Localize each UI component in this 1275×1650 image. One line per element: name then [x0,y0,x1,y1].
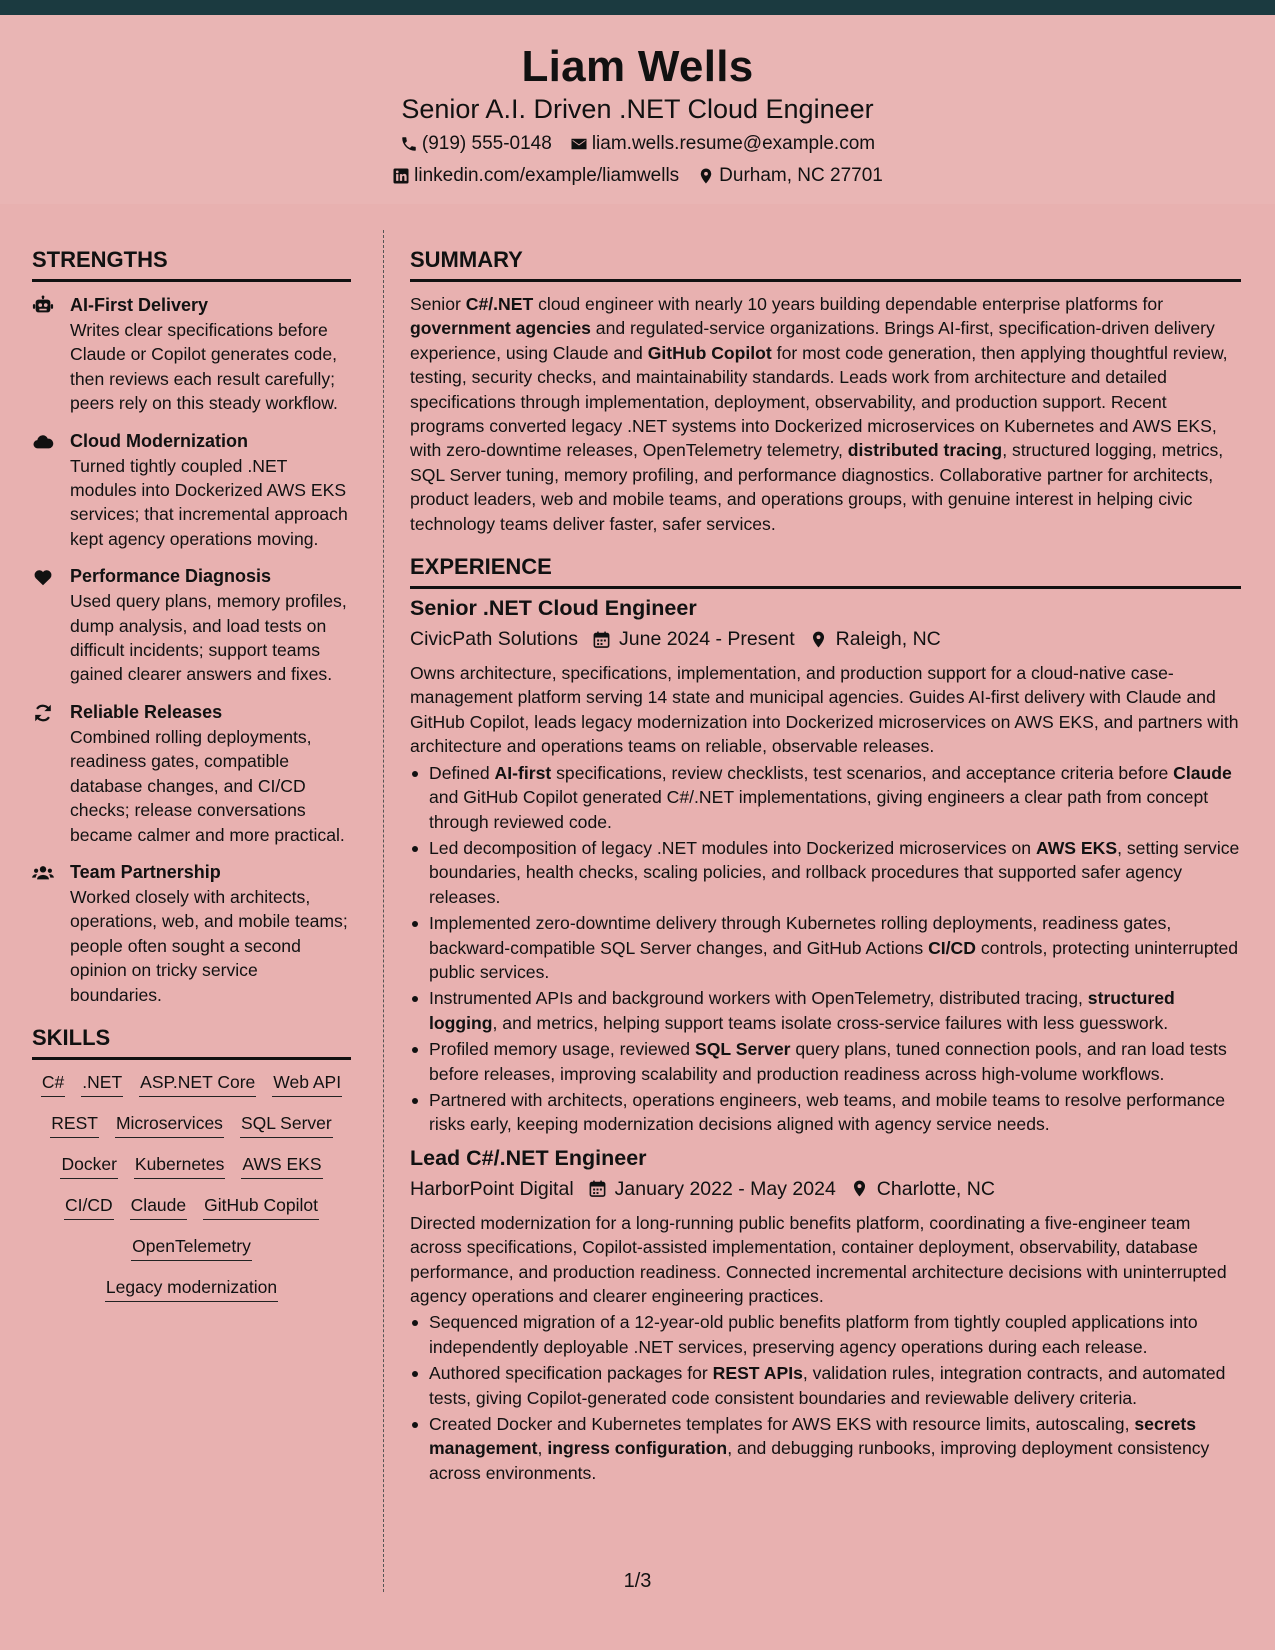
candidate-headline: Senior A.I. Driven .NET Cloud Engineer [401,94,874,125]
strength-item [32,292,351,416]
heart-icon [32,566,54,588]
linkedin-contact[interactable] [392,160,679,192]
job-bullet: Partnered with architects, operations engineers, web teams, and mobile teams to resolve performance risks early, keeping modernization decisions aligned with agency service needs. [410,1088,1241,1137]
job-bullet: Created Docker and Kubernetes templates for AWS EKS with resource limits, autoscaling, secrets management, ingress configuration, and debugging runbooks, improving deployment consistency across environments. [410,1412,1241,1485]
job-bullets [410,1310,1241,1485]
strength-title: Reliable Releases [70,701,223,722]
strength-item [32,859,351,1007]
skill-tag: GitHub Copilot [203,1193,319,1220]
candidate-name: Liam Wells [521,42,754,91]
contact-row-2 [0,160,1275,192]
job-entry [410,1143,1241,1485]
page-number: 1/3 [623,1570,652,1592]
users-icon [32,862,54,884]
location-contact [697,160,883,192]
strength-item [32,428,351,552]
job-bullet: Authored specification packages for REST APIs, validation rules, integration contracts, and automated tests, giving Copilot-generated code consistent boundaries and reviewable delivery criteria. [410,1361,1241,1410]
right-column [410,243,1241,1487]
email-text: liam.wells.resume@example.com [591,132,876,154]
map-pin-icon [809,630,828,649]
skill-tag: ASP.NET Core [139,1070,256,1097]
strength-item [32,563,351,687]
skill-tag: Claude [130,1193,187,1220]
skill-tag: CI/CD [64,1193,114,1220]
job-bullets [410,761,1241,1137]
job-company: HarborPoint Digital [410,1177,574,1200]
job-entry [410,593,1241,1137]
job-bullet: Profiled memory usage, reviewed SQL Server query plans, tuned connection pools, and ran load tests before releases, improving scalability and production readiness across high-volume workflows. [410,1037,1241,1086]
skill-tag: AWS EKS [241,1152,322,1179]
strength-title: Cloud Modernization [70,430,248,451]
strength-text: Used query plans, memory profiles, dump analysis, and load tests on difficult incidents; support teams gained clearer answers and fixes. [70,591,347,685]
skill-tag: Legacy modernization [105,1275,278,1302]
job-dates: January 2022 - May 2024 [614,1177,836,1200]
strength-text: Combined rolling deployments, readiness gates, compatible database changes, and CI/CD checks; release conversations became calmer and more practical. [70,726,345,845]
skill-row [32,1111,351,1138]
phone-contact[interactable] [400,128,552,160]
strength-text: Writes clear specifications before Claude or Copilot generates code, then reviews each result carefully; peers rely on this steady workflow. [70,320,338,414]
skills-heading: SKILLS [32,1021,351,1060]
left-column [32,243,351,1316]
skill-tag: Web API [272,1070,342,1097]
calendar-icon [588,1179,607,1198]
job-bullet: Instrumented APIs and background workers with OpenTelemetry, distributed tracing, structured logging, and metrics, helping support teams isolate cross-service failures with less guesswork. [410,986,1241,1035]
job-bullet: Implemented zero-downtime delivery through Kubernetes rolling deployments, readiness gates, backward-compatible SQL Server changes, and GitHub Actions CI/CD controls, protecting uninterrupted public services. [410,911,1241,984]
refresh-icon [32,702,54,724]
job-bullet: Sequenced migration of a 12-year-old public benefits platform from tightly coupled applications into independently deployable .NET services, preserving agency operations during each release. [410,1310,1241,1359]
skill-tag: Kubernetes [134,1152,226,1179]
skills-list [32,1070,351,1302]
job-meta [410,1173,1241,1205]
skill-row [32,1275,351,1302]
contact-row-1 [0,128,1275,160]
linkedin-icon [392,167,410,185]
skill-tag: SQL Server [240,1111,333,1138]
skill-row [32,1234,351,1261]
skill-row [32,1193,351,1220]
location-text: Durham, NC 27701 [719,164,883,186]
strength-text: Turned tightly coupled .NET modules into Dockerized AWS EKS services; that incremental approach kept agency operations moving. [70,455,348,549]
strength-title: Team Partnership [70,861,221,882]
envelope-icon [570,135,588,153]
job-location: Raleigh, NC [835,628,941,651]
strength-item [32,699,351,847]
cloud-icon [32,431,54,453]
experience-list [410,593,1241,1485]
job-description: Owns architecture, specifications, implementation, and production support for a cloud-native case-management platform serving 14 state and municipal agencies. Guides AI-first delivery with Claude and GitHub Copilot, leads legacy modernization into Dockerized microservices on AWS EKS, and partners with architecture and operations teams on reliable, observable releases. [410,663,1239,757]
job-company: CivicPath Solutions [410,628,578,651]
skill-tag: OpenTelemetry [131,1234,252,1261]
job-title: Lead C#/.NET Engineer [410,1145,647,1170]
resume-header [0,15,1275,204]
strength-title: AI-First Delivery [70,295,209,315]
skill-tag: Docker [60,1152,117,1179]
strength-title: Performance Diagnosis [70,566,272,587]
summary-text: Senior C#/.NET cloud engineer with nearly 10 years building dependable enterprise platforms for government agencies and regulated-service organizations. Brings AI-first, specification-driven delivery experience, using Claude and GitHub Copilot for most code generation, then applying thoughtful review, testing, security checks, and maintainability standards. Leads work from architecture and detailed specifications through implementation, deployment, observability, and production support. Recent programs converted legacy .NET systems into Dockerized microservices on Kubernetes and AWS EKS, with zero-downtime releases, OpenTelemetry telemetry, distributed tracing, structured logging, metrics, SQL Server tuning, memory profiling, and performance diagnostics. Collaborative partner for architects, product leaders, web and mobile teams, and operations groups, with genuine interest in helping civic technology teams deliver faster, safer services. [410,294,1228,534]
skill-tag: Microservices [115,1111,224,1138]
map-pin-icon [697,167,715,185]
job-dates: June 2024 - Present [619,628,795,651]
skill-tag: C# [41,1070,65,1097]
linkedin-text: linkedin.com/example/liamwells [414,164,680,186]
job-meta [410,623,1241,655]
robot-icon [32,295,54,317]
experience-heading: EXPERIENCE [410,550,1241,589]
job-location: Charlotte, NC [876,1177,995,1200]
skill-tag: REST [50,1111,99,1138]
skill-row [32,1152,351,1179]
phone-icon [400,135,418,153]
top-accent-bar [0,0,1275,15]
strength-text: Worked closely with architects, operations, web, and mobile teams; people often sought a second opinion on tricky service boundaries. [70,886,348,1005]
column-divider [383,230,384,1592]
map-pin-icon [850,1179,869,1198]
phone-text: (919) 555-0148 [421,132,552,154]
skill-tag: .NET [81,1070,123,1097]
job-description: Directed modernization for a long-running public benefits platform, coordinating a five-engineer team across specifications, Copilot-assisted implementation, container deployment, observability, database performance, and production readiness. Connected incremental architecture decisions with uninterrupted agency operations and clearer engineering practices. [410,1212,1227,1306]
job-bullet: Led decomposition of legacy .NET modules into Dockerized microservices on AWS EKS, setting service boundaries, health checks, scaling policies, and rollback procedures that supported safer agency releases. [410,836,1241,909]
summary-heading: SUMMARY [410,243,1241,282]
strengths-heading: STRENGTHS [32,243,351,282]
calendar-icon [592,630,611,649]
skill-row [32,1070,351,1097]
job-bullet: Defined AI-first specifications, review checklists, test scenarios, and acceptance criteria before Claude and GitHub Copilot generated C#/.NET implementations, giving engineers a clear path from concept through reviewed code. [410,761,1241,834]
job-title: Senior .NET Cloud Engineer [410,596,697,621]
email-contact[interactable] [570,128,875,160]
